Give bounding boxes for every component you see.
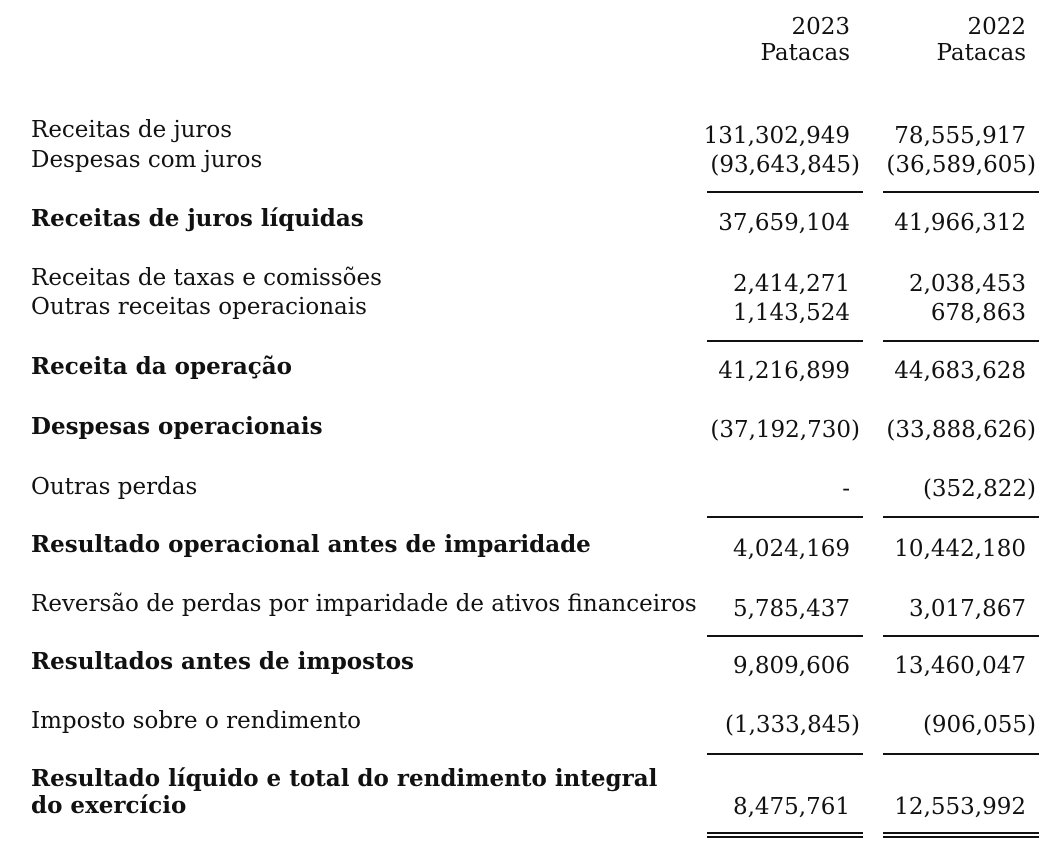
total-double-rule (883, 832, 1039, 838)
total-double-rule (707, 832, 863, 838)
value-2022: (36,589,605) (886, 152, 1036, 178)
subtotal-rule (707, 753, 863, 755)
row-label: Resultados antes de impostos (31, 648, 414, 675)
value-2022: 10,442,180 (894, 536, 1026, 562)
row-label: Despesas operacionais (31, 413, 323, 440)
value-2023: (93,643,845) (710, 152, 860, 178)
value-2023: 9,809,606 (732, 653, 850, 679)
value-2022: 12,553,992 (894, 794, 1026, 820)
row-label: Receitas de taxas e comissões (31, 265, 382, 291)
value-2023: 131,302,949 (703, 123, 850, 149)
value-2022: 2,038,453 (908, 271, 1026, 297)
subtotal-rule (883, 635, 1039, 637)
value-2022: 678,863 (930, 300, 1026, 326)
column-header-2022 (936, 14, 1026, 66)
column-unit: Patacas (936, 40, 1026, 66)
value-2023: (1,333,845) (724, 712, 860, 738)
column-year: 2023 (791, 14, 850, 40)
value-2022: (906,055) (922, 712, 1036, 738)
subtotal-rule (707, 516, 863, 518)
column-header-2023 (760, 14, 850, 66)
row-label: Reversão de perdas por imparidade de ativos financeiros (31, 591, 697, 617)
value-2023: 5,785,437 (732, 596, 850, 622)
subtotal-rule (883, 340, 1039, 342)
row-label: Receitas de juros líquidas (31, 205, 364, 232)
row-label-line2: do exercício (31, 792, 187, 819)
subtotal-rule (883, 516, 1039, 518)
value-2023: - (842, 476, 850, 502)
value-2022: 41,966,312 (894, 210, 1026, 236)
value-2022: 78,555,917 (894, 123, 1026, 149)
value-2023: 4,024,169 (732, 536, 850, 562)
value-2023: 8,475,761 (732, 794, 850, 820)
subtotal-rule (883, 191, 1039, 193)
value-2023: (37,192,730) (710, 417, 860, 443)
value-2022: (352,822) (922, 476, 1036, 502)
row-label: Resultado operacional antes de imparidade (31, 531, 591, 558)
column-year: 2022 (967, 14, 1026, 40)
value-2023: 1,143,524 (732, 300, 850, 326)
row-label: Despesas com juros (31, 147, 263, 173)
row-label: Imposto sobre o rendimento (31, 708, 361, 734)
value-2022: (33,888,626) (886, 417, 1036, 443)
value-2022: 44,683,628 (894, 358, 1026, 384)
subtotal-rule (707, 340, 863, 342)
row-label-line1: Resultado líquido e total do rendimento integral (31, 765, 658, 792)
subtotal-rule (707, 635, 863, 637)
row-label: Outras perdas (31, 474, 198, 500)
value-2023: 41,216,899 (718, 358, 850, 384)
value-2022: 3,017,867 (908, 596, 1026, 622)
value-2023: 2,414,271 (732, 271, 850, 297)
value-2022: 13,460,047 (894, 653, 1026, 679)
value-2023: 37,659,104 (718, 210, 850, 236)
row-label: Outras receitas operacionais (31, 294, 367, 320)
row-label: Receita da operação (31, 353, 292, 380)
column-unit: Patacas (760, 40, 850, 66)
row-label: Receitas de juros (31, 117, 233, 143)
subtotal-rule (707, 191, 863, 193)
subtotal-rule (883, 753, 1039, 755)
